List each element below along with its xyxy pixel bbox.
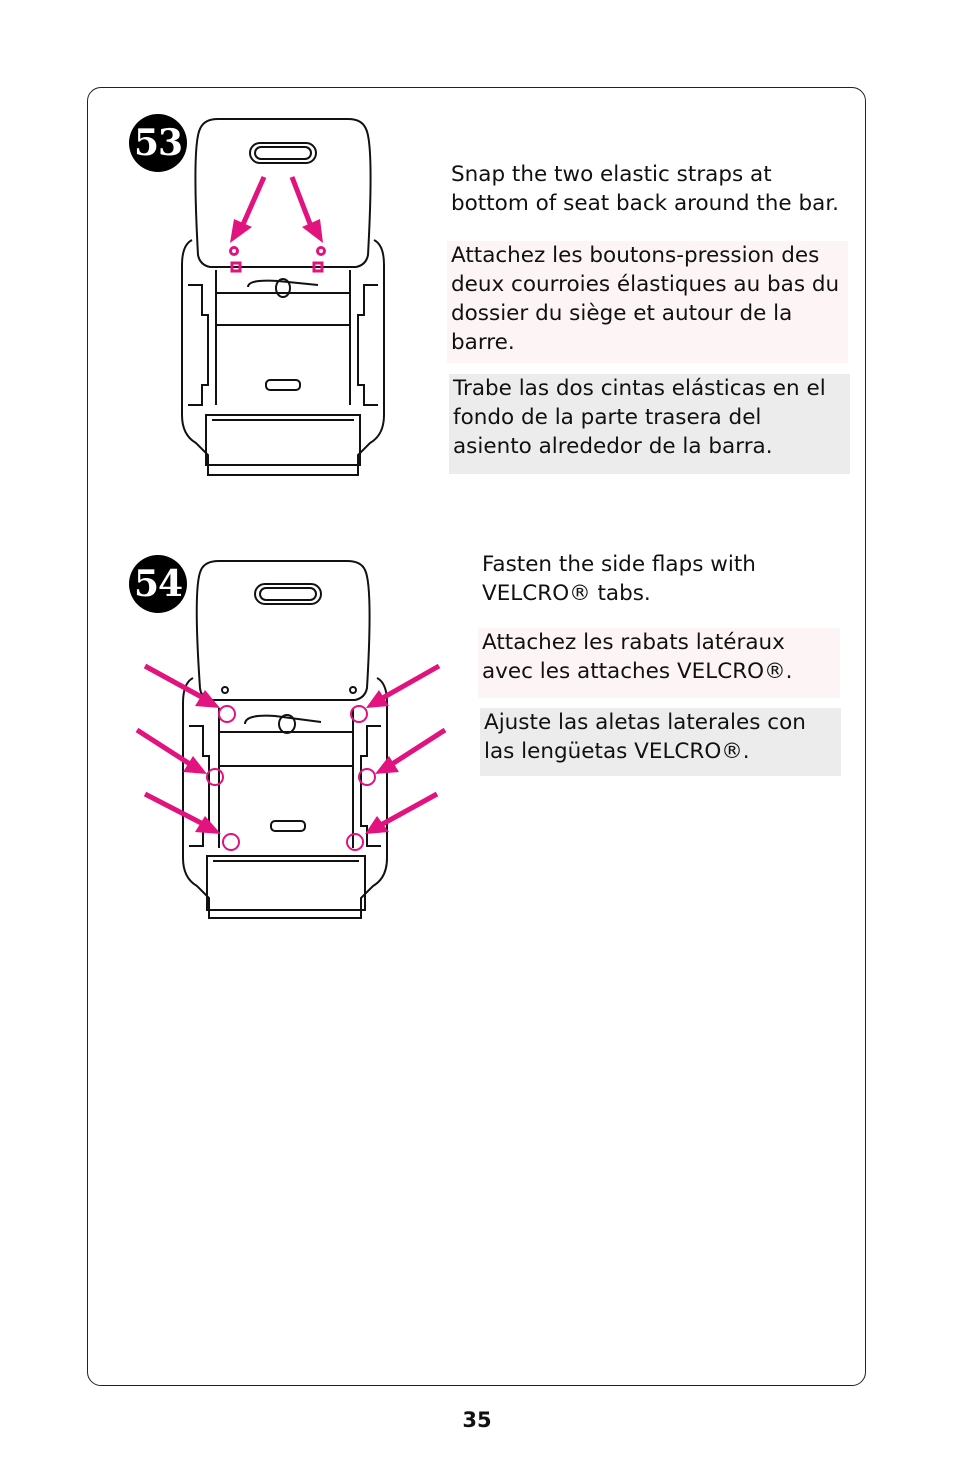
step-54-spanish-text: Ajuste las aletas laterales con las lengüetas VELCRO®. xyxy=(480,708,841,776)
seat-strap-illustration xyxy=(178,115,388,485)
step-53-english-text: Snap the two elastic straps at bottom of seat back around the bar. xyxy=(451,162,840,216)
step-54-french-text: Attachez les rabats latéraux avec les attaches VELCRO®. xyxy=(478,628,840,698)
seat-velcro-illustration xyxy=(135,558,450,928)
step-54-english-text: Fasten the side flaps with VELCRO® tabs. xyxy=(482,552,756,606)
step-53-badge: 53 xyxy=(129,114,187,172)
step-53-spanish-text: Trabe las dos cintas elásticas en el fondo de la parte trasera del asiento alrededor de la barra. xyxy=(449,374,850,474)
step-53-french-text: Attachez les boutons-pression des deux courroies élastiques au bas du dossier du siège et autour de la barre. xyxy=(447,241,848,363)
page-number: 35 xyxy=(462,1408,492,1432)
step-54-badge: 54 xyxy=(129,555,187,613)
